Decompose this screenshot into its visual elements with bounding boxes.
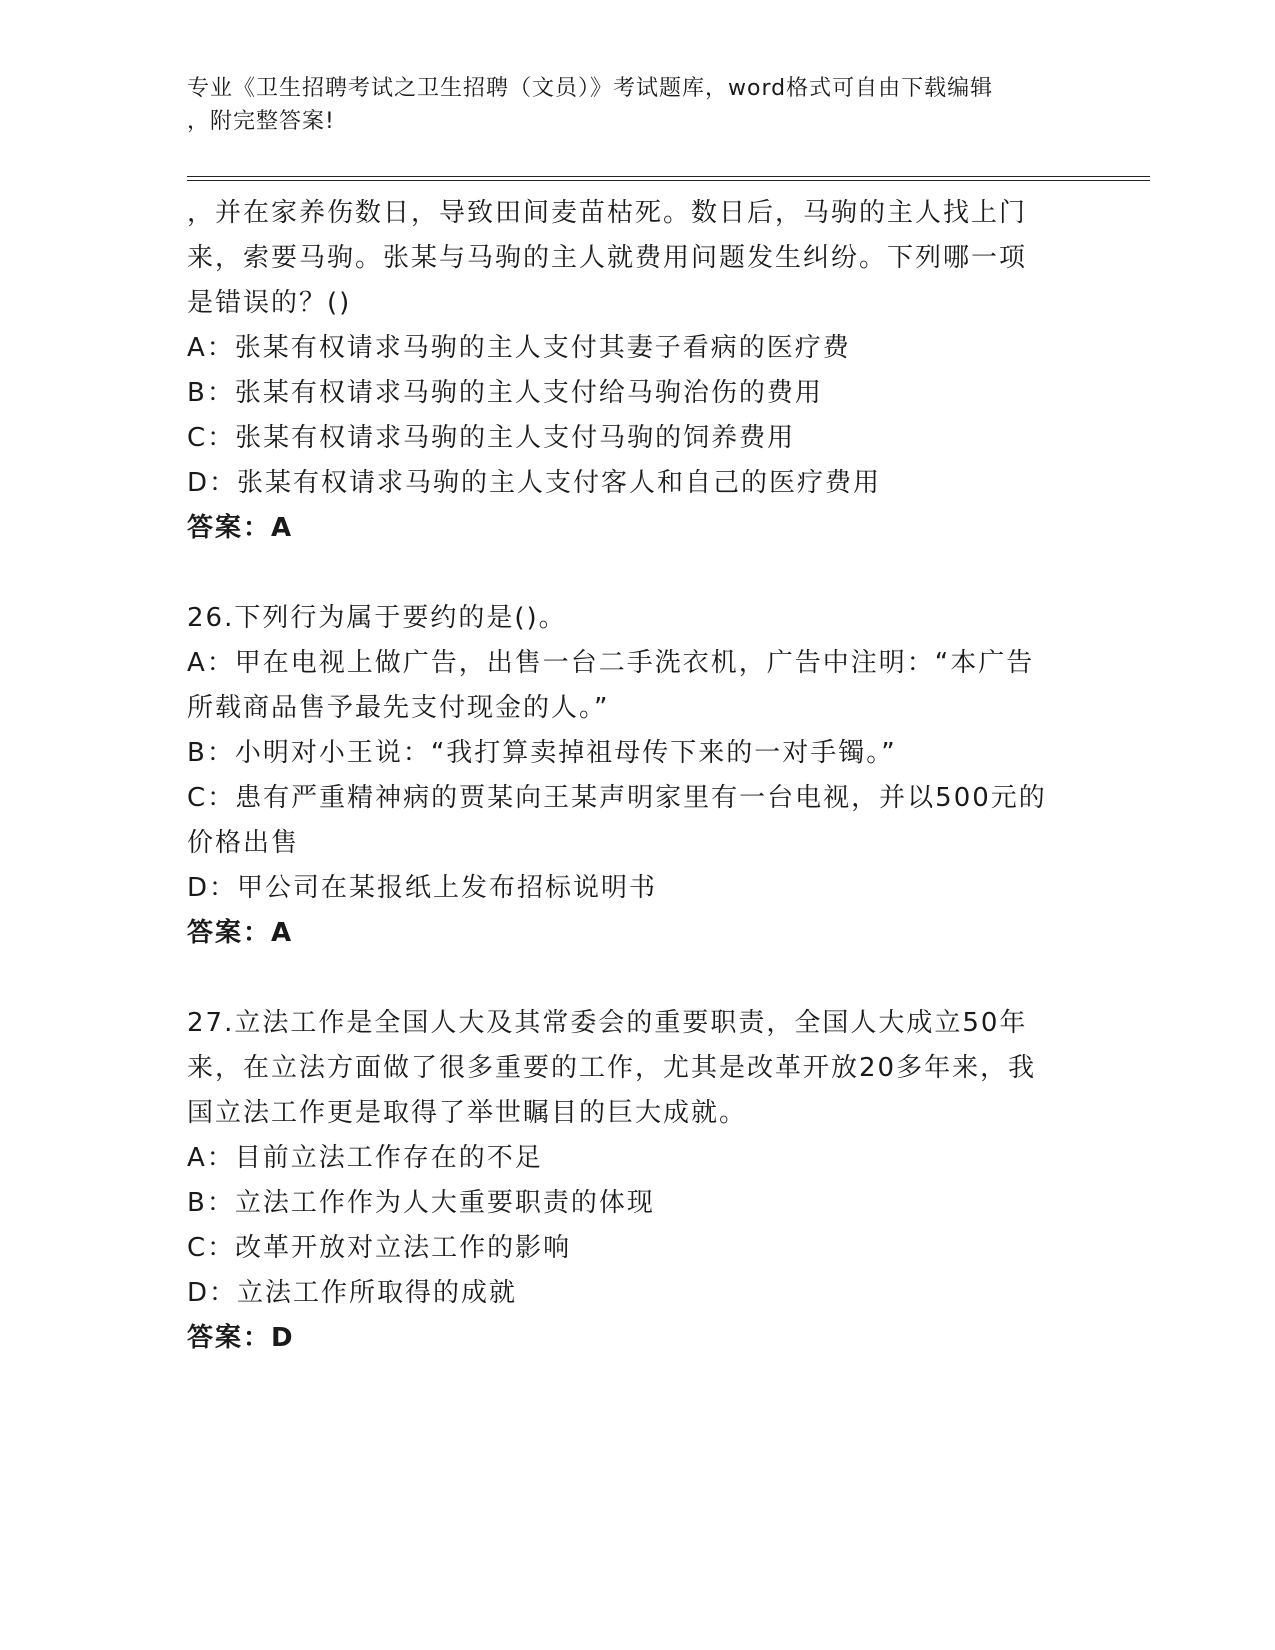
question-stem-line: 26.下列行为属于要约的是()。 xyxy=(187,603,567,633)
question-stem-line: 27.立法工作是全国人大及其常委会的重要职责，全国人大成立50年 xyxy=(187,1008,1028,1038)
question-25 xyxy=(187,191,1077,551)
answer-label: 答案：D xyxy=(187,1323,295,1353)
document-body xyxy=(187,191,1077,1361)
option-a: A：张某有权请求马驹的主人支付其妻子看病的医疗费 xyxy=(187,333,851,363)
option-d: D：甲公司在某报纸上发布招标说明书 xyxy=(187,873,658,903)
header-title-line-1: 专业《卫生招聘考试之卫生招聘（文员）》考试题库，word格式可自由下载编辑 xyxy=(187,76,994,101)
option-a: A：甲在电视上做广告，出售一台二手洗衣机，广告中注明：“本广告 xyxy=(187,648,1035,678)
option-d: D：张某有权请求马驹的主人支付客人和自己的医疗费用 xyxy=(187,468,882,498)
option-a-continued: 所载商品售予最先支付现金的人。” xyxy=(187,693,610,723)
option-c: C：患有严重精神病的贾某向王某声明家里有一台电视，并以500元的 xyxy=(187,783,1047,813)
question-stem-line: 是错误的？() xyxy=(187,288,352,318)
question-26 xyxy=(187,596,1077,956)
question-stem-line: 国立法工作更是取得了举世瞩目的巨大成就。 xyxy=(187,1098,748,1128)
header-title-line-2: ，附完整答案! xyxy=(187,109,335,134)
answer-label: 答案：A xyxy=(187,513,294,543)
spacer xyxy=(187,956,1077,1001)
question-stem-line: 来，在立法方面做了很多重要的工作，尤其是改革开放20多年来，我 xyxy=(187,1053,1037,1083)
option-b: B：小明对小王说：“我打算卖掉祖母传下来的一对手镯。” xyxy=(187,738,897,768)
option-c: C：改革开放对立法工作的影响 xyxy=(187,1233,572,1263)
option-c-continued: 价格出售 xyxy=(187,828,300,858)
question-27 xyxy=(187,1001,1077,1361)
header-divider xyxy=(187,176,1150,181)
option-a: A：目前立法工作存在的不足 xyxy=(187,1143,543,1173)
option-d: D：立法工作所取得的成就 xyxy=(187,1278,518,1308)
answer-label: 答案：A xyxy=(187,918,294,948)
question-stem-line: 来，索要马驹。张某与马驹的主人就费用问题发生纠纷。下列哪一项 xyxy=(187,243,1028,273)
option-b: B：立法工作作为人大重要职责的体现 xyxy=(187,1188,655,1218)
option-b: B：张某有权请求马驹的主人支付给马驹治伤的费用 xyxy=(187,378,823,408)
spacer xyxy=(187,551,1077,596)
question-stem-line: ，并在家养伤数日，导致田间麦苗枯死。数日后，马驹的主人找上门 xyxy=(187,198,1028,228)
page-header xyxy=(187,72,1067,138)
option-c: C：张某有权请求马驹的主人支付马驹的饲养费用 xyxy=(187,423,796,453)
